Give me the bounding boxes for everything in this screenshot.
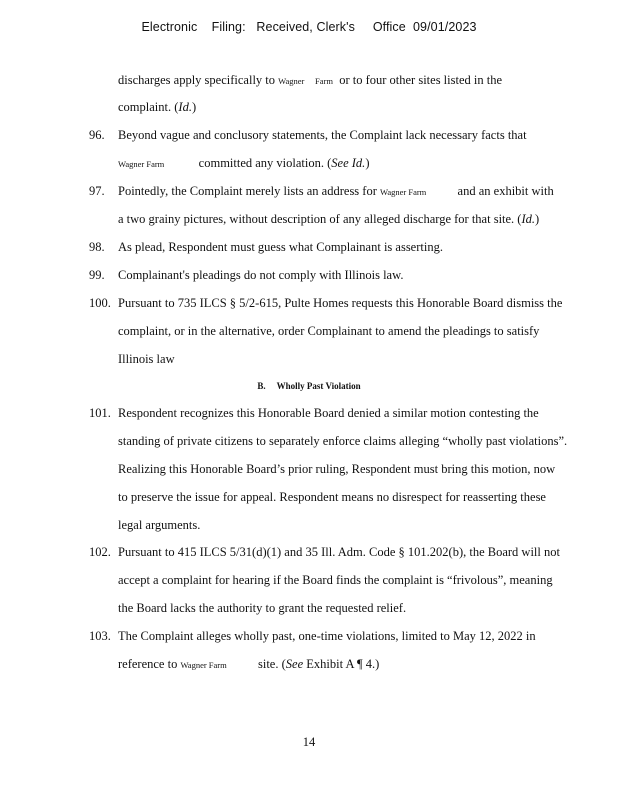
- carry-over-line-2: complaint. (Id.): [118, 100, 197, 114]
- paragraph-line: to preserve the issue for appeal. Respondent means no disrespect for reasserting these: [118, 490, 546, 504]
- paragraph-line: accept a complaint for hearing if the Board finds the complaint is “frivolous”, meaning: [118, 573, 553, 587]
- paragraph-line: The Complaint alleges wholly past, one-time violations, limited to May 12, 2022 in: [118, 629, 536, 643]
- section-heading: B. Wholly Past Violation: [257, 381, 361, 391]
- paragraph-line: Pursuant to 415 ILCS 5/31(d)(1) and 35 Ill. Adm. Code § 101.202(b), the Board will not: [118, 545, 560, 559]
- paragraph-number: 96.: [89, 128, 105, 142]
- text-span: a two grainy pictures, without description of any alleged discharge for that site. (: [118, 212, 522, 226]
- paragraph-line: As plead, Respondent must guess what Complainant is asserting.: [118, 240, 443, 254]
- citation-text: Id.: [178, 100, 192, 114]
- paragraph-line: Complainant's pleadings do not comply with Illinois law.: [118, 268, 404, 282]
- site-name-text: Wagner Farm: [278, 76, 333, 86]
- text-span: Pointedly, the Complaint merely lists an address for: [118, 184, 380, 198]
- text-span: Exhibit A ¶ 4.): [303, 657, 380, 671]
- text-span: ): [191, 100, 197, 114]
- paragraph-line: the Board lacks the authority to grant the requested relief.: [118, 601, 407, 615]
- paragraph-number: 98.: [89, 240, 105, 254]
- paragraph-number: 99.: [89, 268, 105, 282]
- citation-text: See: [285, 657, 304, 671]
- citation-text: See Id.: [331, 156, 366, 170]
- carry-over-line-1: [118, 73, 502, 88]
- paragraph-number: 103.: [89, 629, 111, 643]
- paragraph-line: [118, 184, 554, 199]
- text-span: and an exhibit with: [426, 184, 554, 198]
- paragraph-number: 100.: [89, 296, 111, 310]
- text-span: site. (: [226, 657, 286, 671]
- paragraph-line: [118, 657, 379, 672]
- paragraph-line: standing of private citizens to separately enforce claims alleging “wholly past violations”.: [118, 434, 568, 448]
- paragraph-number: 102.: [89, 545, 111, 559]
- paragraph-line: Respondent recognizes this Honorable Board denied a similar motion contesting the: [118, 406, 539, 420]
- paragraph-line: Illinois law: [118, 352, 175, 366]
- text-span: ): [535, 212, 540, 226]
- paragraph-line: [118, 156, 369, 171]
- site-name-text: Wagner Farm: [118, 159, 165, 169]
- text-span: Beyond vague and conclusory statements, the Complaint lack necessary facts that: [118, 128, 527, 142]
- text-span: ): [365, 156, 370, 170]
- filing-header: Electronic Filing: Received, Clerk's Office 09/01/2023: [141, 20, 477, 34]
- site-name-text: Wagner Farm: [380, 187, 427, 197]
- paragraph-line: Pursuant to 735 ILCS § 5/2-615, Pulte Homes requests this Honorable Board dismiss the: [118, 296, 563, 310]
- paragraph-line: [118, 212, 539, 227]
- text-span: discharges apply specifically to: [118, 73, 279, 87]
- paragraph-line: legal arguments.: [118, 518, 201, 532]
- text-span: or to four other sites listed in the: [332, 73, 503, 87]
- citation-text: Id.: [521, 212, 536, 226]
- page-number: 14: [302, 735, 316, 749]
- paragraph-number: 97.: [89, 184, 105, 198]
- paragraph-number: 101.: [89, 406, 111, 420]
- text-span: reference to: [118, 657, 181, 671]
- text-span: complaint.: [118, 100, 175, 114]
- paragraph-line: [118, 128, 527, 143]
- paragraph-line: complaint, or in the alternative, order Complainant to amend the pleadings to satisfy: [118, 324, 540, 338]
- paragraph-line: Realizing this Honorable Board’s prior ruling, Respondent must bring this motion, now: [118, 462, 556, 476]
- site-name-text: Wagner Farm: [180, 660, 227, 670]
- text-span: committed any violation. (: [164, 156, 332, 170]
